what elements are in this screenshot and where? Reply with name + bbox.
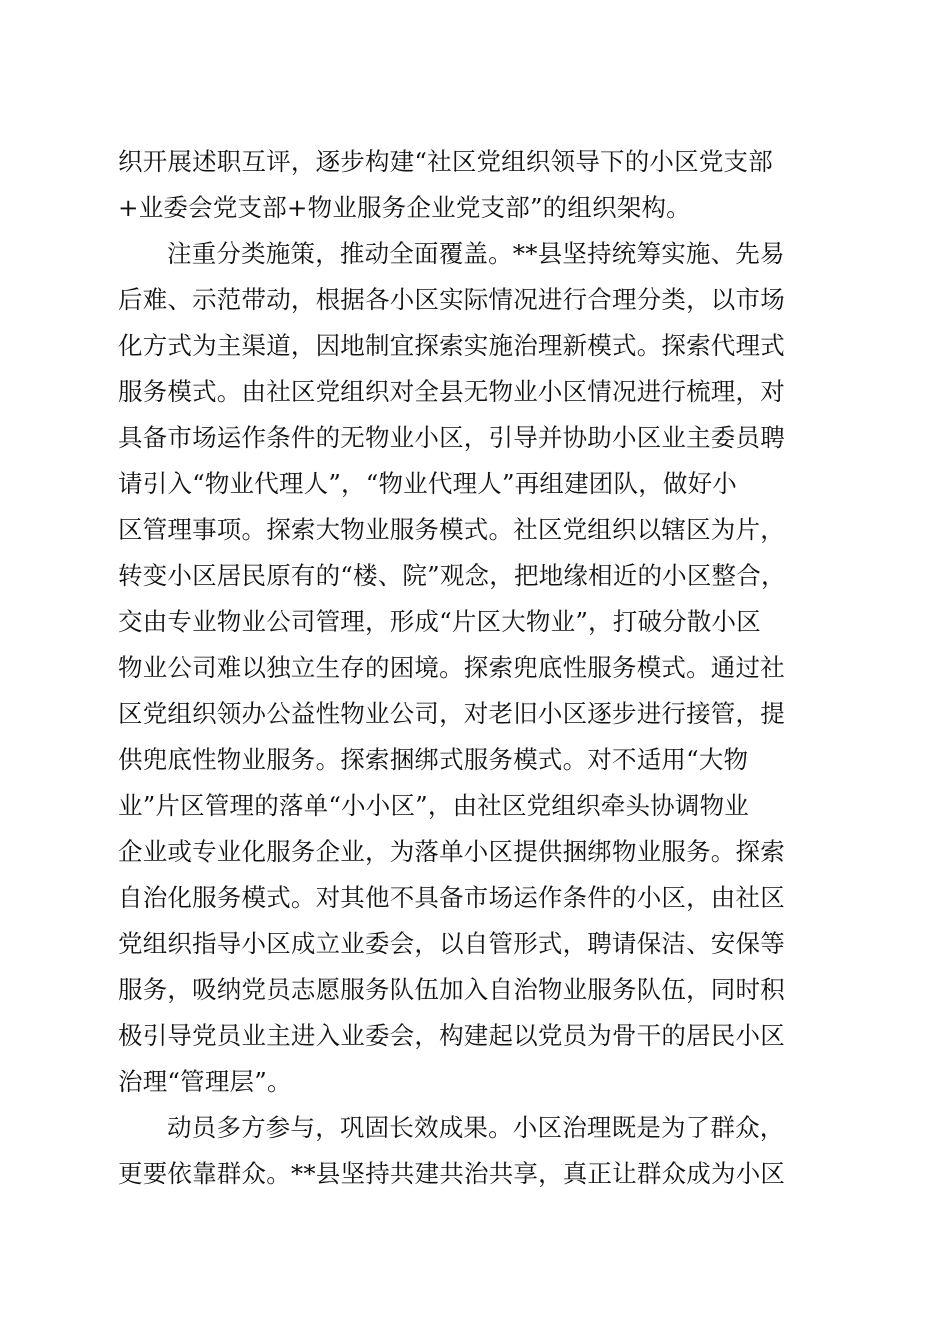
text-line: 区党组织领办公益性物业公司，对老旧小区逐步进行接管，提 <box>118 699 785 728</box>
text-line: 请引入“物业代理人”，“物业代理人”再组建团队，做好小 <box>118 469 737 498</box>
text-line: 交由专业物业公司管理，形成“片区大物业”，打破分散小区 <box>118 607 761 636</box>
paragraph-start-line: 注重分类施策，推动全面覆盖。**县坚持统筹实施、先易 <box>167 239 785 268</box>
text-line: 具备市场运作条件的无物业小区，引导并协助小区业主委员聘 <box>118 423 785 452</box>
text-line: 织开展述职互评，逐步构建“社区党组织领导下的小区党支部 <box>118 147 773 176</box>
text-line: 后难、示范带动，根据各小区实际情况进行合理分类，以市场 <box>118 285 785 314</box>
text-line: 化方式为主渠道，因地制宜探索实施治理新模式。探索代理式 <box>118 331 785 360</box>
text-line: 服务，吸纳党员志愿服务队伍加入自治物业服务队伍，同时积 <box>118 975 785 1004</box>
paragraph-start-line: 动员多方参与，巩固长效成果。小区治理既是为了群众， <box>167 1113 785 1142</box>
text-line: 治理“管理层”。 <box>118 1067 292 1096</box>
text-line: 更要依靠群众。**县坚持共建共治共享，真正让群众成为小区 <box>118 1159 786 1188</box>
text-line: 业”片区管理的落单“小小区”，由社区党组织牵头协调物业 <box>118 791 749 820</box>
text-line: 服务模式。由社区党组织对全县无物业小区情况进行梳理，对 <box>118 377 785 406</box>
text-line: 极引导党员业主进入业委会，构建起以党员为骨干的居民小区 <box>118 1021 785 1050</box>
text-line: 供兜底性物业服务。探索捆绑式服务模式。对不适用“大物 <box>118 745 749 774</box>
text-line: 物业公司难以独立生存的困境。探索兜底性服务模式。通过社 <box>118 653 785 682</box>
text-line: +业委会党支部+物业服务企业党支部”的组织架构。 <box>118 193 691 222</box>
text-line: 区管理事项。探索大物业服务模式。社区党组织以辖区为片， <box>118 515 785 544</box>
text-line: 企业或专业化服务企业，为落单小区提供捆绑物业服务。探索 <box>118 837 785 866</box>
text-line: 自治化服务模式。对其他不具备市场运作条件的小区，由社区 <box>118 883 785 912</box>
text-line: 转变小区居民原有的“楼、院”观念，把地缘相近的小区整合， <box>118 561 786 590</box>
text-line: 党组织指导小区成立业委会，以自管形式，聘请保洁、安保等 <box>118 929 785 958</box>
